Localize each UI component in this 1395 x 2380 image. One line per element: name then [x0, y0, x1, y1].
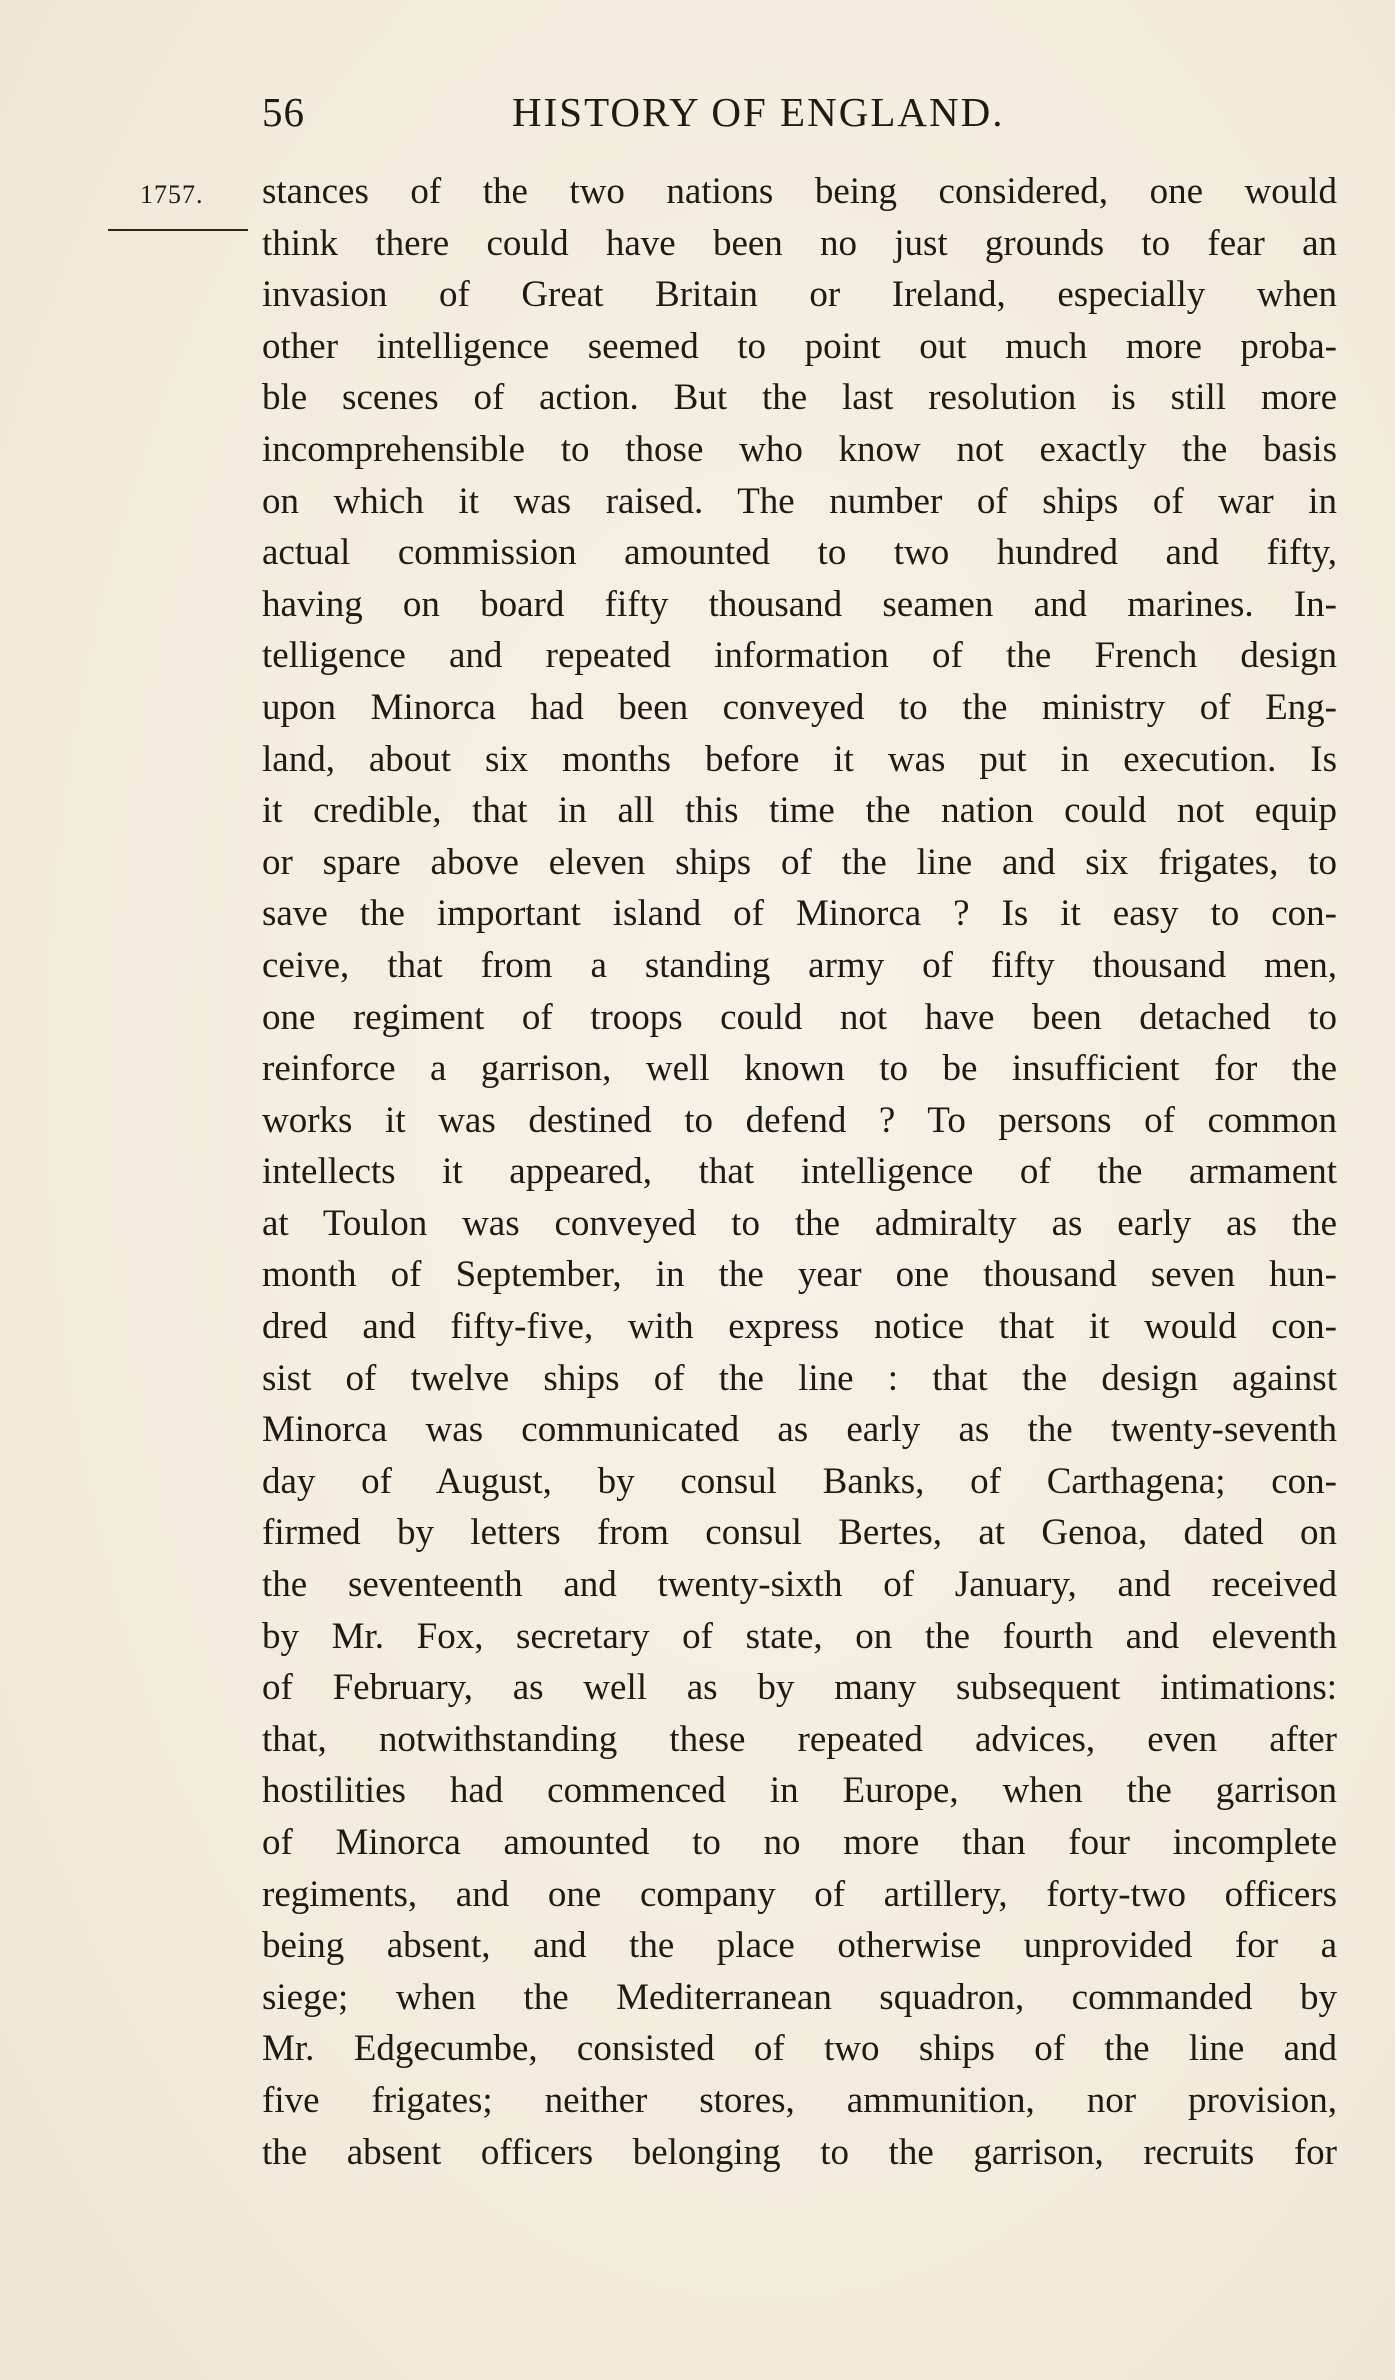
text-line: sist of twelve ships of the line : that the design against: [262, 1357, 1337, 1399]
text-line: having on board fifty thousand seamen and marines. In-: [262, 583, 1337, 625]
page-number: 56: [262, 89, 305, 135]
text-line: on which it was raised. The number of ships of war in: [262, 480, 1337, 522]
text-line: of February, as well as by many subsequent intimations:: [262, 1667, 1337, 1709]
text-line: save the important island of Minorca ? Is it easy to con-: [262, 893, 1337, 935]
text-line: stances of the two nations being considered, one would: [262, 171, 1337, 212]
text-line: by Mr. Fox, secretary of state, on the fourth and eleventh: [262, 1615, 1337, 1657]
text-line: works it was destined to defend ? To persons of common: [262, 1099, 1337, 1141]
text-line: telligence and repeated information of the French design: [262, 635, 1337, 677]
text-line: the seventeenth and twenty-sixth of January, and received: [262, 1564, 1337, 1606]
text-line: land, about six months before it was put in execution. Is: [262, 738, 1337, 780]
text-line: it credible, that in all this time the nation could not equip: [262, 790, 1337, 832]
text-line: reinforce a garrison, well known to be insufficient for the: [262, 1048, 1337, 1090]
text-line: month of September, in the year one thousand seven hun-: [262, 1254, 1337, 1296]
margin-year-note: 1757.: [140, 180, 204, 209]
text-line: the absent officers belonging to the garrison, recruits for: [262, 2131, 1337, 2173]
text-line: or spare above eleven ships of the line and six frigates, to: [262, 841, 1337, 883]
text-line: intellects it appeared, that intelligence of the armament: [262, 1151, 1337, 1193]
text-line: that, notwithstanding these repeated advices, even after: [262, 1718, 1337, 1760]
text-line: regiments, and one company of artillery, forty-two officers: [262, 1873, 1337, 1915]
text-line: siege; when the Mediterranean squadron, commanded by: [262, 1976, 1337, 2018]
text-line: hostilities had commenced in Europe, when the garrison: [262, 1770, 1337, 1812]
margin-rule: [108, 229, 248, 231]
text-line: invasion of Great Britain or Ireland, especially when: [262, 274, 1337, 316]
body-text: [262, 166, 1337, 2178]
text-line: five frigates; neither stores, ammunition, nor provision,: [262, 2079, 1337, 2121]
text-line: of Minorca amounted to no more than four incomplete: [262, 1822, 1337, 1863]
text-line: one regiment of troops could not have been detached to: [262, 996, 1337, 1038]
text-line: Minorca was communicated as early as the twenty-seventh: [262, 1409, 1337, 1451]
text-line: ble scenes of action. But the last resolution is still more: [262, 377, 1337, 419]
text-line: Mr. Edgecumbe, consisted of two ships of the line and: [262, 2028, 1337, 2070]
text-line: actual commission amounted to two hundred and fifty,: [262, 532, 1337, 574]
text-line: think there could have been no just grounds to fear an: [262, 222, 1337, 264]
text-line: other intelligence seemed to point out much more proba-: [262, 325, 1337, 367]
page-title: HISTORY OF ENGLAND.: [512, 89, 1005, 135]
text-line: day of August, by consul Banks, of Carthagena; con-: [262, 1460, 1337, 1502]
text-line: dred and fifty-five, with express notice that it would con-: [262, 1306, 1337, 1348]
text-line: at Toulon was conveyed to the admiralty as early as the: [262, 1202, 1337, 1244]
running-head: [262, 84, 1337, 140]
text-line: ceive, that from a standing army of fifty thousand men,: [262, 944, 1337, 986]
text-line: firmed by letters from consul Bertes, at Genoa, dated on: [262, 1512, 1337, 1554]
text-line: upon Minorca had been conveyed to the ministry of Eng-: [262, 686, 1337, 728]
text-line: being absent, and the place otherwise unprovided for a: [262, 1925, 1337, 1967]
text-line: incomprehensible to those who know not exactly the basis: [262, 428, 1337, 470]
